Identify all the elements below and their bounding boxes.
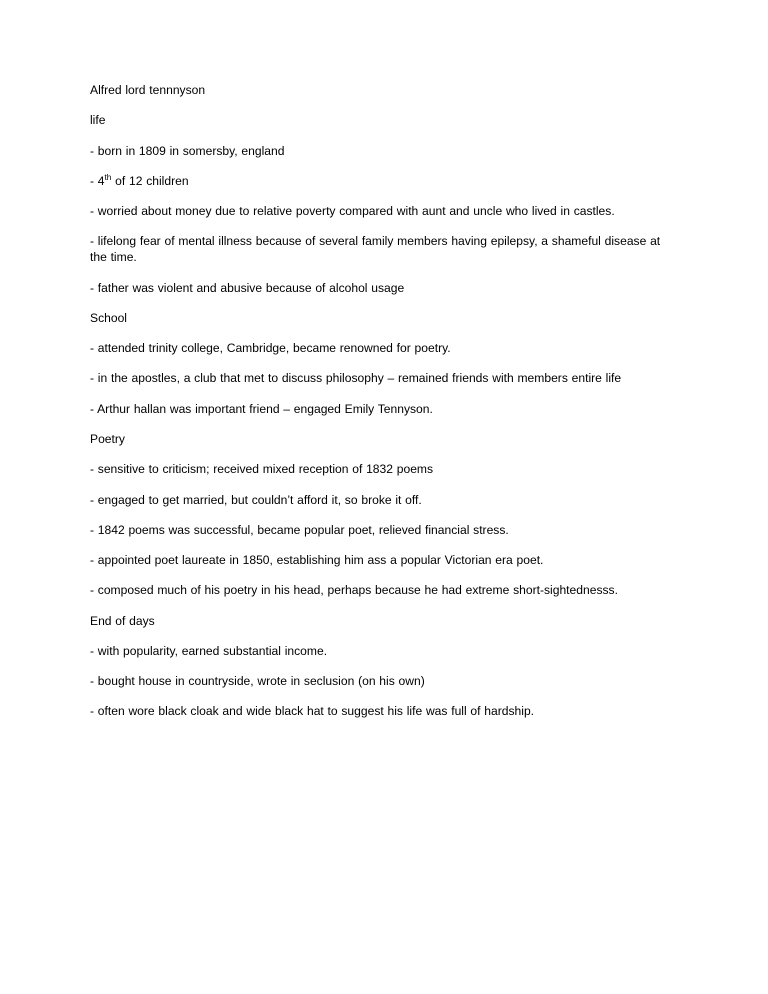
end-bullet-house: - bought house in countryside, wrote in seclusion (on his own) <box>90 674 425 689</box>
section-heading-poetry: Poetry <box>90 432 125 446</box>
ordinal-superscript: th <box>104 172 112 182</box>
school-bullet-hallam: - Arthur hallan was important friend – engaged Emily Tennyson. <box>90 401 433 416</box>
school-bullet-trinity: - attended trinity college, Cambridge, became renowned for poetry. <box>90 341 451 356</box>
life-bullet-money: - worried about money due to relative poverty compared with aunt and uncle who lived in castles. <box>90 204 615 219</box>
end-bullet-cloak: - often wore black cloak and wide black hat to suggest his life was full of hardship. <box>90 704 535 719</box>
poetry-bullet-composed: - composed much of his poetry in his head, perhaps because he had extreme short-sightednesss. <box>90 583 618 598</box>
page-title: Alfred lord tennnyson <box>90 83 206 97</box>
life-bullet-illness: - lifelong fear of mental illness because of several family members having epilepsy, a shameful disease at the time. <box>90 234 661 265</box>
life-bullet-children-suffix: of 12 children <box>111 173 189 188</box>
poetry-bullet-criticism: - sensitive to criticism; received mixed reception of 1832 poems <box>90 462 434 477</box>
life-bullet-born: - born in 1809 in somersby, england <box>90 143 285 158</box>
life-bullet-father: - father was violent and abusive because of alcohol usage <box>90 280 405 295</box>
end-bullet-income: - with popularity, earned substantial income. <box>90 643 328 658</box>
document-body <box>90 82 668 719</box>
section-heading-end-of-days: End of days <box>90 613 155 628</box>
life-bullet-children <box>90 173 668 189</box>
school-bullet-apostles: - in the apostles, a club that met to discuss philosophy – remained friends with members entire life <box>90 371 622 386</box>
poetry-bullet-1842: - 1842 poems was successful, became popular poet, relieved financial stress. <box>90 522 509 537</box>
poetry-bullet-laureate: - appointed poet laureate in 1850, establishing him ass a popular Victorian era poet. <box>90 553 544 568</box>
life-bullet-children-prefix: - 4 <box>90 173 105 188</box>
section-heading-life: life <box>90 113 106 128</box>
section-heading-school: School <box>90 310 127 325</box>
poetry-bullet-engaged: - engaged to get married, but couldn’t afford it, so broke it off. <box>90 492 422 507</box>
